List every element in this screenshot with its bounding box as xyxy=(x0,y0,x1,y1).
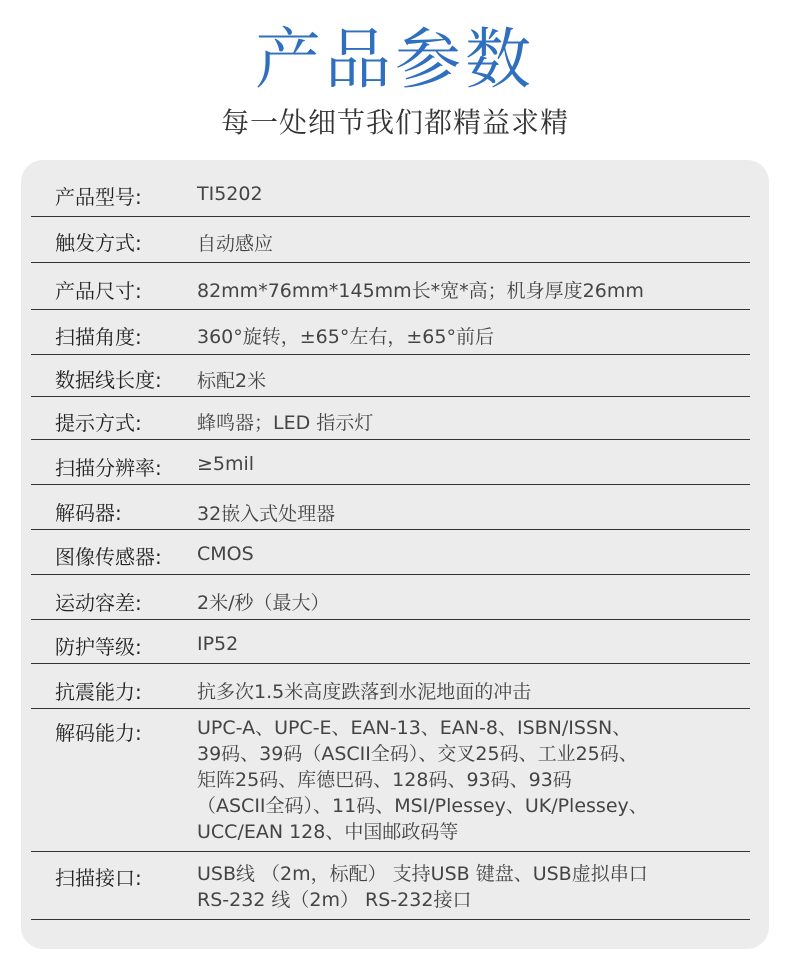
spec-value: CMOS xyxy=(197,543,254,565)
spec-value: 360°旋转，±65°左右，±65°前后 xyxy=(197,326,494,348)
spec-value: 82mm*76mm*145mm长*宽*高；机身厚度26mm xyxy=(197,280,644,302)
spec-row-decoder xyxy=(31,485,750,530)
spec-label: 扫描分辨率: xyxy=(55,456,162,480)
spec-value xyxy=(197,861,648,913)
spec-label: 提示方式: xyxy=(55,411,142,435)
spec-row-resolution xyxy=(31,440,750,485)
interface-line: USB线 （2m，标配） 支持USB 键盘、USB虚拟串口 xyxy=(197,863,648,885)
spec-label: 解码能力: xyxy=(55,721,142,745)
spec-value: 蜂鸣器；LED 指示灯 xyxy=(197,412,374,434)
spec-value: 标配2米 xyxy=(197,370,267,392)
decode-line: 矩阵25码、库德巴码、128码、93码、93码 xyxy=(197,769,572,791)
spec-value xyxy=(197,715,648,845)
spec-row-protection xyxy=(31,620,750,664)
spec-value: 自动感应 xyxy=(197,233,274,255)
spec-label: 扫描接口: xyxy=(55,866,142,890)
spec-label: 扫描角度: xyxy=(55,325,142,349)
spec-row-indicator xyxy=(31,397,750,440)
spec-label: 产品尺寸: xyxy=(55,279,142,303)
page-subtitle: 每一处细节我们都精益求精 xyxy=(220,106,569,139)
spec-value: 2米/秒（最大） xyxy=(197,592,330,614)
spec-row-cable-length xyxy=(31,355,750,397)
spec-label: 解码器: xyxy=(55,501,122,525)
spec-row-trigger xyxy=(31,217,750,263)
interface-line: RS-232 线（2m） RS-232接口 xyxy=(197,889,472,911)
spec-value: IP52 xyxy=(197,633,239,655)
spec-row-model xyxy=(31,172,750,217)
spec-value: 32嵌入式处理器 xyxy=(197,503,336,525)
decode-line: UCC/EAN 128、中国邮政码等 xyxy=(197,821,459,843)
spec-value: 抗多次1.5米高度跌落到水泥地面的冲击 xyxy=(197,681,532,703)
spec-label: 图像传感器: xyxy=(55,545,162,569)
decode-line: UPC-A、UPC-E、EAN-13、EAN-8、ISBN/ISSN、 xyxy=(197,717,632,739)
spec-label: 抗震能力: xyxy=(55,680,142,704)
spec-label: 防护等级: xyxy=(55,635,142,659)
spec-label: 触发方式: xyxy=(55,231,142,255)
spec-row-shock xyxy=(31,664,750,709)
spec-label: 运动容差: xyxy=(55,591,142,615)
spec-row-decode-capability xyxy=(31,709,750,852)
spec-row-motion-tolerance xyxy=(31,575,750,620)
page-title: 产品参数 xyxy=(255,21,535,98)
decode-line: （ASCII全码）、11码、MSI/Plessey、UK/Plessey、 xyxy=(197,795,648,817)
spec-label: 数据线长度: xyxy=(55,368,162,392)
decode-line: 39码、39码（ASCII全码）、交叉25码、工业25码、 xyxy=(197,743,638,765)
spec-value: TI5202 xyxy=(197,183,263,205)
spec-row-interface xyxy=(31,852,750,920)
spec-label: 产品型号: xyxy=(55,185,142,209)
spec-row-angle xyxy=(31,310,750,355)
spec-row-sensor xyxy=(31,530,750,575)
spec-row-size xyxy=(31,263,750,310)
spec-value: ≥5mil xyxy=(197,453,255,475)
